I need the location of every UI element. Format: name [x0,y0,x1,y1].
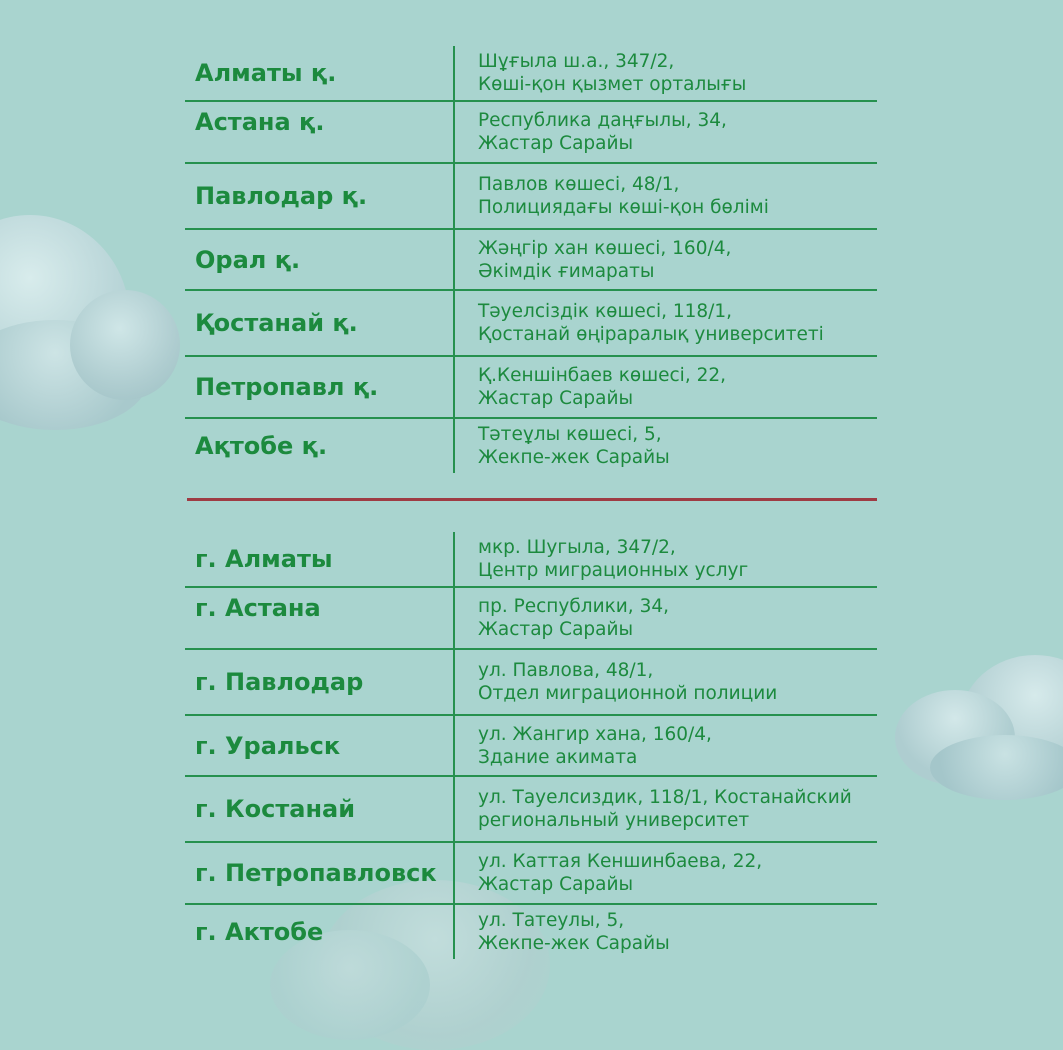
address-line-2: Жастар Сарайы [478,388,634,409]
city-name: г. Астана [185,588,455,648]
city-name: г. Уральск [185,716,455,775]
city-name: Павлодар қ. [185,164,455,228]
table-row [185,230,877,291]
city-name: Қостанай қ. [185,291,455,355]
address [455,716,877,775]
address-line-1: Тәуелсіздік көшесі, 118/1, [478,301,733,322]
address-line-2: региональный университет [478,810,750,831]
address [455,905,877,959]
table-row [185,843,877,905]
cloud-decoration [930,735,1063,800]
table-row [185,588,877,650]
table-row [185,419,877,473]
address [455,46,877,100]
address [455,650,877,714]
address-line-2: Жастар Сарайы [478,133,634,154]
table-row [185,650,877,716]
table-row [185,102,877,164]
address [455,230,877,289]
table-row [185,46,877,102]
address-line-2: Жастар Сарайы [478,874,634,895]
address-line-2: Здание акимата [478,746,638,768]
city-name: Ақтобе қ. [185,419,455,473]
address-line-2: Әкімдік ғимараты [478,260,655,282]
address-line-1: ул. Тауелсиздик, 118/1, Костанайский [478,787,852,808]
address [455,164,877,228]
address [455,291,877,355]
address-line-2: Қостанай өңіраралық университеті [478,324,824,345]
address [455,588,877,648]
address-line-1: Республика даңғылы, 34, [478,110,727,131]
table-row [185,164,877,230]
table-row [185,777,877,843]
address-line-1: ул. Татеулы, 5, [478,910,625,931]
city-name: Алматы қ. [185,46,455,100]
address-line-1: ул. Каттая Кеншинбаева, 22, [478,851,763,872]
address-line-2: Жекпе-жек Сарайы [478,933,670,954]
address-line-1: ул. Павлова, 48/1, [478,660,654,681]
russian-address-table [185,532,877,959]
address-line-1: мкр. Шугыла, 347/2, [478,537,676,558]
address-line-2: Центр миграционных услуг [478,560,749,581]
table-row [185,291,877,357]
address [455,532,877,586]
address-line-2: Жекпе-жек Сарайы [478,447,670,468]
address [455,419,877,473]
cloud-decoration [70,290,180,400]
city-name: Астана қ. [185,102,455,162]
city-name: Орал қ. [185,230,455,289]
address-line-1: пр. Республики, 34, [478,596,669,617]
address-line-2: Отдел миграционной полиции [478,683,778,704]
table-row [185,905,877,959]
city-name: г. Актобе [185,905,455,959]
table-row [185,532,877,588]
address [455,843,877,903]
address [455,357,877,417]
city-name: Петропавл қ. [185,357,455,417]
city-name: г. Алматы [185,532,455,586]
city-name: г. Павлодар [185,650,455,714]
section-divider [187,498,877,501]
address-line-1: Павлов көшесі, 48/1, [478,174,680,195]
address-line-2: Жастар Сарайы [478,619,634,640]
city-name: г. Петропавловск [185,843,455,903]
address [455,102,877,162]
address [455,777,877,841]
table-row [185,716,877,777]
address-line-1: Тәтеұлы көшесі, 5, [478,424,662,445]
table-row [185,357,877,419]
address-line-1: Жәңгір хан көшесі, 160/4, [478,237,732,259]
address-line-1: Қ.Кеншінбаев көшесі, 22, [478,365,726,386]
address-line-1: Шұғыла ш.а., 347/2, [478,51,675,72]
address-line-1: ул. Жангир хана, 160/4, [478,723,712,745]
city-name: г. Костанай [185,777,455,841]
address-line-2: Полициядағы көші-қон бөлімі [478,197,769,218]
kazakh-address-table [185,46,877,473]
address-line-2: Көші-қон қызмет орталығы [478,74,747,95]
